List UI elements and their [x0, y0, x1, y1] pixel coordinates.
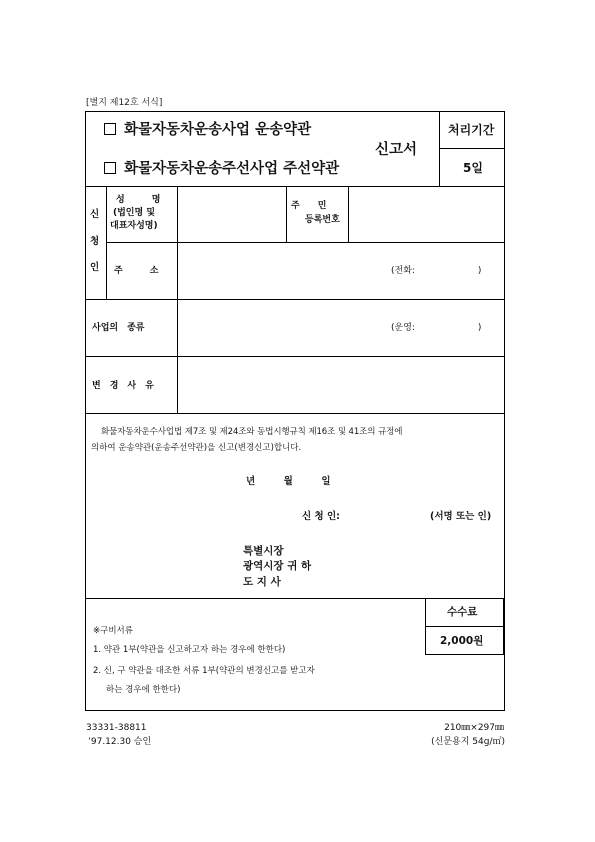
- name-label-sub2: 대표자성명): [110, 221, 158, 231]
- required-document-2: 2. 신, 구 약관을 대조한 서류 1부(약관의 변경신고를 받고자: [93, 666, 315, 676]
- applicant-signature-label: 신 청 인:: [302, 511, 340, 522]
- option-transport-terms[interactable]: [104, 123, 311, 138]
- phone-label: (전화: ): [391, 266, 482, 276]
- business-type-label: 사업의 종류: [92, 323, 145, 333]
- checkbox-icon[interactable]: [104, 123, 116, 135]
- business-row-bottom-rule: [85, 356, 505, 357]
- fee-value: 2,000원: [440, 635, 484, 647]
- applicant-label-divider: [177, 186, 178, 356]
- option-forwarding-terms[interactable]: [104, 162, 339, 177]
- header-bottom-rule: [85, 186, 505, 187]
- fee-label: 수수료: [447, 606, 478, 618]
- header-period-divider: [439, 148, 505, 149]
- addressee-metro-city: 광역시장 귀 하: [243, 560, 312, 572]
- address-row-bottom-rule: [85, 299, 505, 300]
- form-code: 33331-38811: [86, 723, 147, 733]
- name-row-bottom-rule: [106, 242, 505, 243]
- processing-period-value: 5일: [463, 161, 483, 175]
- checkbox-icon[interactable]: [104, 162, 116, 174]
- resident-number-label: 주 민: [291, 201, 327, 211]
- name-field[interactable]: [179, 188, 284, 240]
- required-document-2-cont: 하는 경우에 한한다): [106, 685, 181, 695]
- processing-period-label: 처리기간: [448, 123, 495, 137]
- resident-number-field[interactable]: [350, 188, 503, 240]
- change-reason-bottom-rule: [85, 413, 505, 414]
- paper-type: (신문용지 54g/㎡): [431, 737, 505, 747]
- declaration-line-1: 화물자동차운수사업법 제7조 및 제24조와 동법시행규칙 제16조 및 41조의 규정에: [101, 427, 403, 437]
- application-date: 년 월 일: [246, 476, 331, 487]
- fee-box-divider: [425, 626, 504, 627]
- signature-or-seal-label: (서명 또는 인): [430, 511, 492, 522]
- resident-label-right-divider: [348, 186, 349, 242]
- form-number-label: [별지 제12호 서식]: [86, 98, 163, 108]
- addressee-governor: 도 지 사: [243, 576, 281, 588]
- change-reason-field[interactable]: [179, 358, 503, 411]
- change-reason-label: 변 경 사 유: [92, 381, 154, 391]
- report-title: 신고서: [375, 142, 418, 158]
- approval-date: ’97.12.30 승인: [88, 737, 152, 747]
- addressee-special-city: 특별시장: [243, 545, 284, 557]
- required-documents-title: ※구비서류: [93, 626, 133, 636]
- paper-size: 210㎜×297㎜: [444, 723, 504, 733]
- name-label: 성 명: [116, 195, 161, 205]
- resident-number-label-sub: 등록번호: [305, 215, 340, 225]
- resident-label-left-divider: [286, 186, 287, 242]
- applicant-section-label-1: 신: [90, 209, 100, 220]
- option-forwarding-terms-label: 화물자동차운송주선사업 주선약관: [124, 161, 340, 177]
- name-label-sub1: (법인명 및: [113, 208, 156, 218]
- required-document-1: 1. 약관 1부(약관을 신고하고자 하는 경우에 한한다): [93, 645, 286, 655]
- applicant-section-label-2: 청: [90, 236, 100, 247]
- option-transport-terms-label: 화물자동차운송사업 운송약관: [124, 122, 312, 138]
- declaration-line-2: 의하여 운송약관(운송주선약관)을 신고(변경신고)합니다.: [91, 443, 302, 453]
- operation-label: (운영: ): [391, 323, 482, 333]
- applicant-section-label-3: 인: [90, 262, 100, 273]
- address-label: 주 소: [114, 266, 159, 276]
- change-reason-divider: [177, 356, 178, 413]
